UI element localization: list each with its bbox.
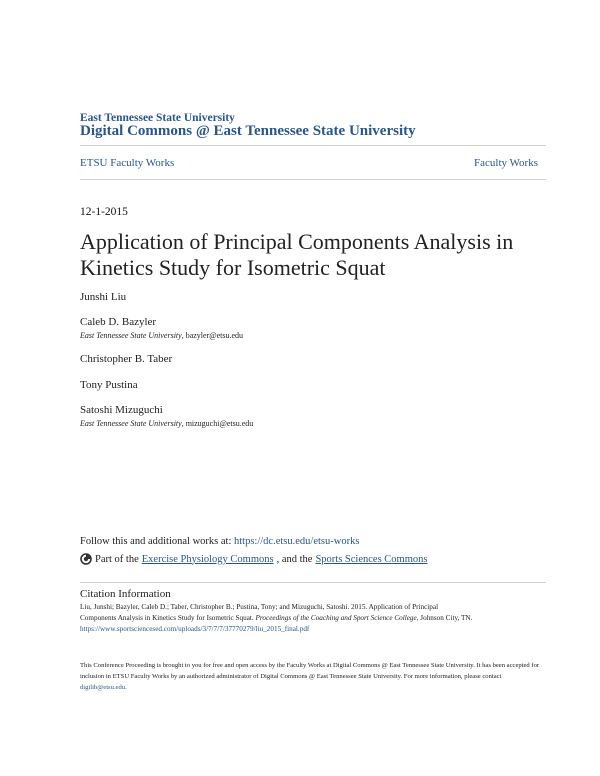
exercise-physiology-commons-link[interactable]: Exercise Physiology Commons bbox=[141, 553, 274, 565]
top-divider bbox=[80, 145, 546, 146]
part-of-middle: , and the bbox=[276, 553, 313, 565]
citation-heading: Citation Information bbox=[80, 588, 171, 600]
author-name: Satoshi Mizuguchi bbox=[80, 404, 163, 416]
citation-url-link[interactable]: https://www.sportsciencesed.com/uploads/3/7/7/7/37770279/liu_2015_final.pdf bbox=[80, 625, 310, 633]
document-title: Application of Principal Components Analysis in Kinetics Study for Isometric Squat bbox=[80, 229, 514, 280]
author-email: , bazyler@etsu.edu bbox=[181, 331, 244, 340]
notice-end: . bbox=[125, 684, 127, 691]
repository-name[interactable]: Digital Commons @ East Tennessee State University bbox=[80, 123, 416, 139]
collection-link-etsu-faculty-works[interactable]: ETSU Faculty Works bbox=[80, 157, 175, 169]
author-email: , mizuguchi@etsu.edu bbox=[181, 419, 254, 428]
notice-text: This Conference Proceeding is brought to you for free and open access by the Faculty Works at Digital Commons @ East Tennessee State University. It has been accepted for inclusion in ETSU Faculty Works by an authorized administrator of Digital Commons @ East Tennessee State University. For more information, please contact bbox=[80, 662, 540, 680]
author-name: Junshi Liu bbox=[80, 291, 127, 303]
part-of-line bbox=[80, 553, 427, 565]
affiliation-name: East Tennessee State University bbox=[80, 331, 182, 340]
author-name: Christopher B. Taber bbox=[80, 353, 173, 365]
author-affiliation bbox=[80, 419, 253, 428]
author-name: Tony Pustina bbox=[80, 379, 138, 391]
author-name: Caleb D. Bazyler bbox=[80, 316, 157, 328]
institution-name[interactable]: East Tennessee State University bbox=[80, 112, 235, 124]
citation-plain: Components Analysis in Kinetics Study for Isometric Squat. bbox=[80, 614, 256, 622]
author-affiliation bbox=[80, 331, 243, 340]
affiliation-name: East Tennessee State University bbox=[80, 419, 182, 428]
commons-network-icon bbox=[80, 553, 92, 565]
citation-line bbox=[80, 613, 530, 624]
publication-date: 12-1-2015 bbox=[80, 206, 128, 218]
citation-divider bbox=[80, 582, 546, 583]
citation-location: , Johnson City, TN. bbox=[416, 614, 473, 622]
nav-divider bbox=[80, 179, 546, 180]
citation-line: Liu, Junshi; Bazyler, Caleb D.; Taber, Christopher B.; Pustina, Tony; and Mizuguchi, Satoshi. 2015. Application of Principal bbox=[80, 603, 439, 611]
collection-link-faculty-works[interactable]: Faculty Works bbox=[474, 157, 538, 169]
citation-proceedings: Proceedings of the Coaching and Sport Science College bbox=[255, 614, 417, 622]
citation-text bbox=[80, 602, 530, 635]
sports-sciences-commons-link[interactable]: Sports Sciences Commons bbox=[315, 553, 428, 565]
contact-email-link[interactable]: digilib@etsu.edu bbox=[80, 684, 126, 691]
part-of-prefix: Part of the bbox=[95, 553, 139, 565]
repository-notice bbox=[80, 660, 540, 693]
follow-line bbox=[80, 536, 359, 547]
follow-prefix: Follow this and additional works at: bbox=[80, 536, 234, 547]
follow-url-link[interactable]: https://dc.etsu.edu/etsu-works bbox=[234, 536, 360, 547]
